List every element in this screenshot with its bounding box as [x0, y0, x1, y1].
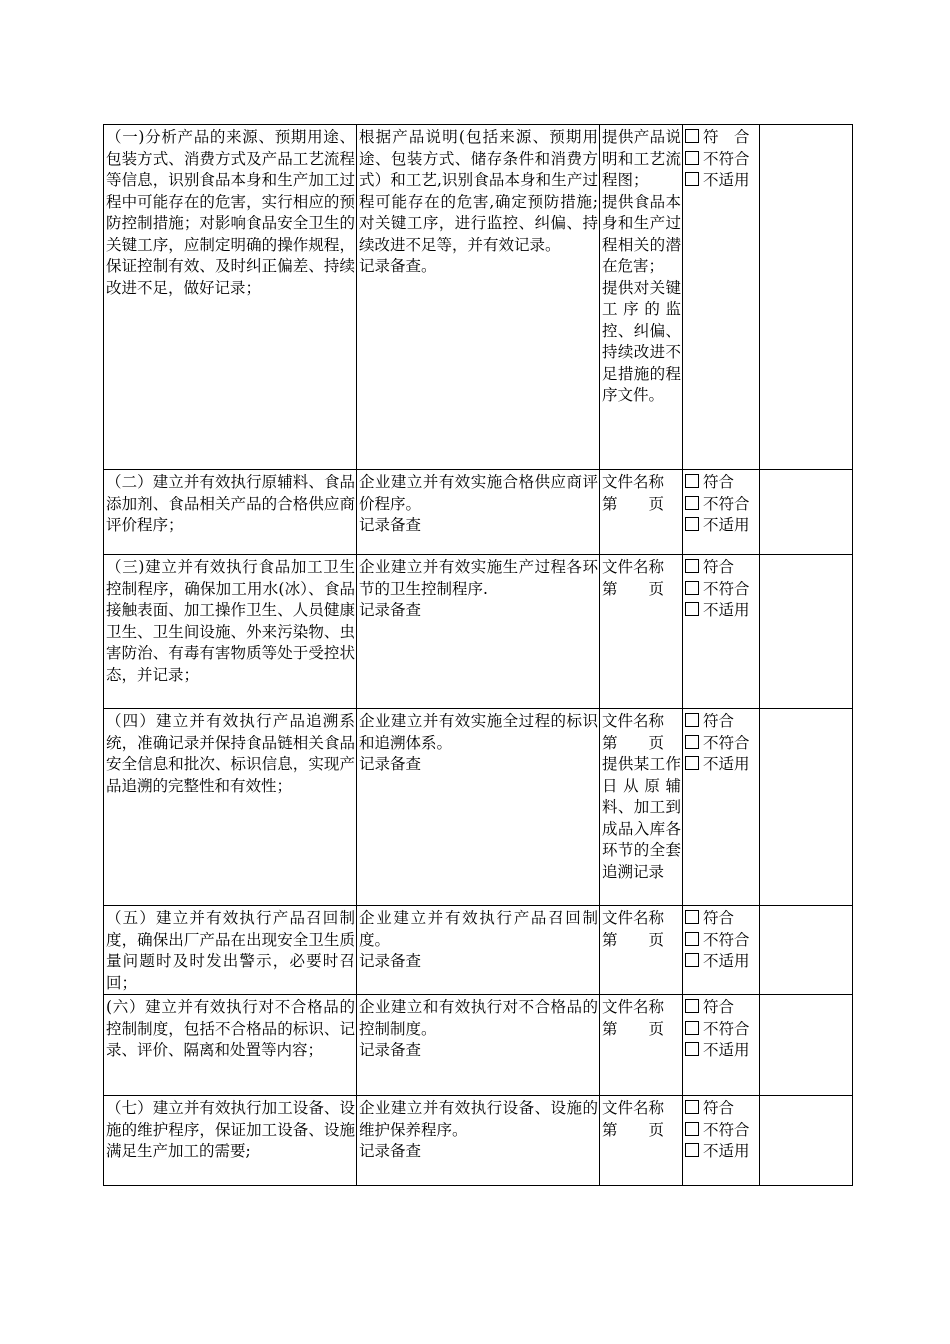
result-option[interactable] [685, 754, 758, 776]
result-cell [683, 906, 760, 995]
result-cell [683, 470, 760, 555]
method-cell [357, 906, 600, 995]
method-text: 根据产品说明(包括来源、预期用途、包装方式、储存条件和消费方式）和工艺,识别食品本身和生产过程可能存在的危害,确定预防措施;对关键工序，进行监控、纠偏、持续改进不足等，并有效记录。 记录备查。 [359, 128, 598, 275]
method-cell [357, 470, 600, 555]
result-option-label: 不适用 [703, 1142, 750, 1160]
method-cell [357, 125, 600, 470]
result-option[interactable] [685, 579, 758, 601]
result-option-label: 符合 [703, 998, 735, 1016]
documents-cell [600, 555, 683, 709]
checkbox-icon[interactable] [685, 474, 699, 488]
documents-text: 文件名称 第 页 [602, 473, 665, 513]
result-option[interactable] [685, 733, 758, 755]
result-option[interactable] [685, 127, 758, 149]
checkbox-icon[interactable] [685, 1143, 699, 1157]
result-option[interactable] [685, 1019, 758, 1041]
result-option-label: 符 合 [703, 128, 750, 146]
result-option-label: 符合 [703, 473, 735, 491]
checkbox-icon[interactable] [685, 151, 699, 165]
checkbox-icon[interactable] [685, 172, 699, 186]
inspection-table [103, 124, 853, 1186]
result-option[interactable] [685, 1120, 758, 1142]
result-option[interactable] [685, 515, 758, 537]
table-row [104, 709, 853, 906]
requirement-cell [104, 709, 357, 906]
result-option-label: 不适用 [703, 952, 750, 970]
checkbox-icon[interactable] [685, 129, 699, 143]
result-option-label: 符合 [703, 712, 735, 730]
requirement-cell [104, 1096, 357, 1186]
checkbox-icon[interactable] [685, 581, 699, 595]
table-row [104, 125, 853, 470]
requirement-text: （三)建立并有效执行食品加工卫生控制程序，确保加工用水(冰）、食品接触表面、加工操作卫生、人员健康卫生、卫生间设施、外来污染物、虫害防治、有毒有害物质等处于受控状态，并记录； [106, 558, 355, 684]
table-row [104, 1096, 853, 1186]
documents-text: 文件名称 第 页 [602, 998, 665, 1038]
remarks-cell [760, 709, 853, 906]
result-option-label: 不符合 [703, 149, 750, 168]
result-option[interactable] [685, 472, 758, 494]
requirement-text: （一)分析产品的来源、预期用途、包装方式、消费方式及产品工艺流程等信息，识别食品本身和生产加工过程中可能存在的危害，实行相应的预防控制措施；对影响食品安全卫生的关键工序，应制定明确的操作规程，保证控制有效、及时纠正偏差、持续改进不足，做好记录； [106, 128, 355, 297]
result-option[interactable] [685, 997, 758, 1019]
checkbox-icon[interactable] [685, 1100, 699, 1114]
result-option-label: 符合 [703, 909, 735, 927]
requirement-text: （四）建立并有效执行产品追溯系统，准确记录并保持食品链相关食品安全信息和批次、标识信息，实现产品追溯的完整性和有效性； [106, 712, 355, 795]
method-text: 企业建立并有效执行设备、设施的维护保养程序。 记录备查 [359, 1099, 598, 1160]
documents-text: 提供产品说明和工艺流程图； 提供食品本身和生产过程相关的潜在危害； 提供对关键工序的监控、纠偏、持续改进不足措施的程序文件。 [602, 128, 681, 404]
requirement-text: （七）建立并有效执行加工设备、设施的维护程序，保证加工设备、设施满足生产加工的需要; [106, 1099, 355, 1160]
checkbox-icon[interactable] [685, 1042, 699, 1056]
table-row [104, 555, 853, 709]
checkbox-icon[interactable] [685, 602, 699, 616]
result-option-label: 符合 [703, 558, 735, 576]
result-cell [683, 555, 760, 709]
result-option-label: 不适用 [703, 755, 750, 773]
method-text: 企业建立并有效实施合格供应商评价程序。 记录备查 [359, 473, 598, 534]
checkbox-icon[interactable] [685, 496, 699, 510]
result-option[interactable] [685, 170, 758, 192]
remarks-cell [760, 470, 853, 555]
requirement-cell [104, 555, 357, 709]
requirement-cell [104, 906, 357, 995]
checkbox-icon[interactable] [685, 999, 699, 1013]
requirement-text: （五）建立并有效执行产品召回制度，确保出厂产品在出现安全卫生质量问题时及时发出警示，必要时召回； [106, 909, 355, 992]
documents-cell [600, 1096, 683, 1186]
documents-cell [600, 906, 683, 995]
checkbox-icon[interactable] [685, 1021, 699, 1035]
method-text: 企业建立并有效实施生产过程各环节的卫生控制程序. 记录备查 [359, 558, 598, 619]
documents-text: 文件名称 第 页 [602, 909, 665, 949]
result-option[interactable] [685, 149, 758, 171]
requirement-text: (六）建立并有效执行对不合格品的控制制度，包括不合格品的标识、记录、评价、隔离和处置等内容； [106, 998, 355, 1059]
documents-text: 文件名称 第 页 [602, 1099, 665, 1139]
result-option-label: 不适用 [703, 516, 750, 534]
result-option-label: 不符合 [703, 1120, 750, 1139]
method-cell [357, 995, 600, 1096]
result-option-label: 不适用 [703, 1041, 750, 1059]
result-option[interactable] [685, 930, 758, 952]
checkbox-icon[interactable] [685, 953, 699, 967]
documents-cell [600, 995, 683, 1096]
documents-cell [600, 470, 683, 555]
documents-text: 文件名称 第 页 提供某工作日从原辅料、加工到成品入库各环节的全套追溯记录 [602, 712, 681, 881]
result-option[interactable] [685, 711, 758, 733]
result-option[interactable] [685, 951, 758, 973]
result-option-label: 不符合 [703, 733, 750, 752]
result-option-label: 不符合 [703, 494, 750, 513]
result-option[interactable] [685, 1098, 758, 1120]
result-option[interactable] [685, 557, 758, 579]
result-option-label: 不适用 [703, 171, 750, 189]
table-row [104, 906, 853, 995]
checkbox-icon[interactable] [685, 713, 699, 727]
method-text: 企业建立并有效实施全过程的标识和追溯体系。 记录备查 [359, 712, 598, 773]
result-cell [683, 995, 760, 1096]
checkbox-icon[interactable] [685, 756, 699, 770]
checkbox-icon[interactable] [685, 517, 699, 531]
checkbox-icon[interactable] [685, 735, 699, 749]
checkbox-icon[interactable] [685, 932, 699, 946]
remarks-cell [760, 995, 853, 1096]
documents-text: 文件名称 第 页 [602, 558, 665, 598]
result-cell [683, 125, 760, 470]
result-option[interactable] [685, 1141, 758, 1163]
method-text: 企业建立并有效执行产品召回制度。 记录备查 [359, 909, 598, 970]
requirement-cell [104, 995, 357, 1096]
checkbox-icon[interactable] [685, 559, 699, 573]
remarks-cell [760, 1096, 853, 1186]
result-option-label: 不适用 [703, 601, 750, 619]
method-cell [357, 709, 600, 906]
result-option[interactable] [685, 600, 758, 622]
result-option-label: 不符合 [703, 1019, 750, 1038]
result-cell [683, 1096, 760, 1186]
table-row [104, 995, 853, 1096]
checkbox-icon[interactable] [685, 1122, 699, 1136]
requirement-text: （二）建立并有效执行原辅料、食品添加剂、食品相关产品的合格供应商评价程序； [106, 473, 355, 534]
result-option[interactable] [685, 1040, 758, 1062]
requirement-cell [104, 470, 357, 555]
result-option-label: 不符合 [703, 930, 750, 949]
result-cell [683, 709, 760, 906]
table-row [104, 470, 853, 555]
requirement-cell [104, 125, 357, 470]
method-text: 企业建立和有效执行对不合格品的控制制度。 记录备查 [359, 998, 598, 1059]
documents-cell [600, 125, 683, 470]
result-option-label: 不符合 [703, 579, 750, 598]
method-cell [357, 1096, 600, 1186]
method-cell [357, 555, 600, 709]
remarks-cell [760, 555, 853, 709]
result-option[interactable] [685, 908, 758, 930]
documents-cell [600, 709, 683, 906]
checkbox-icon[interactable] [685, 910, 699, 924]
remarks-cell [760, 906, 853, 995]
remarks-cell [760, 125, 853, 470]
result-option-label: 符合 [703, 1099, 735, 1117]
result-option[interactable] [685, 494, 758, 516]
